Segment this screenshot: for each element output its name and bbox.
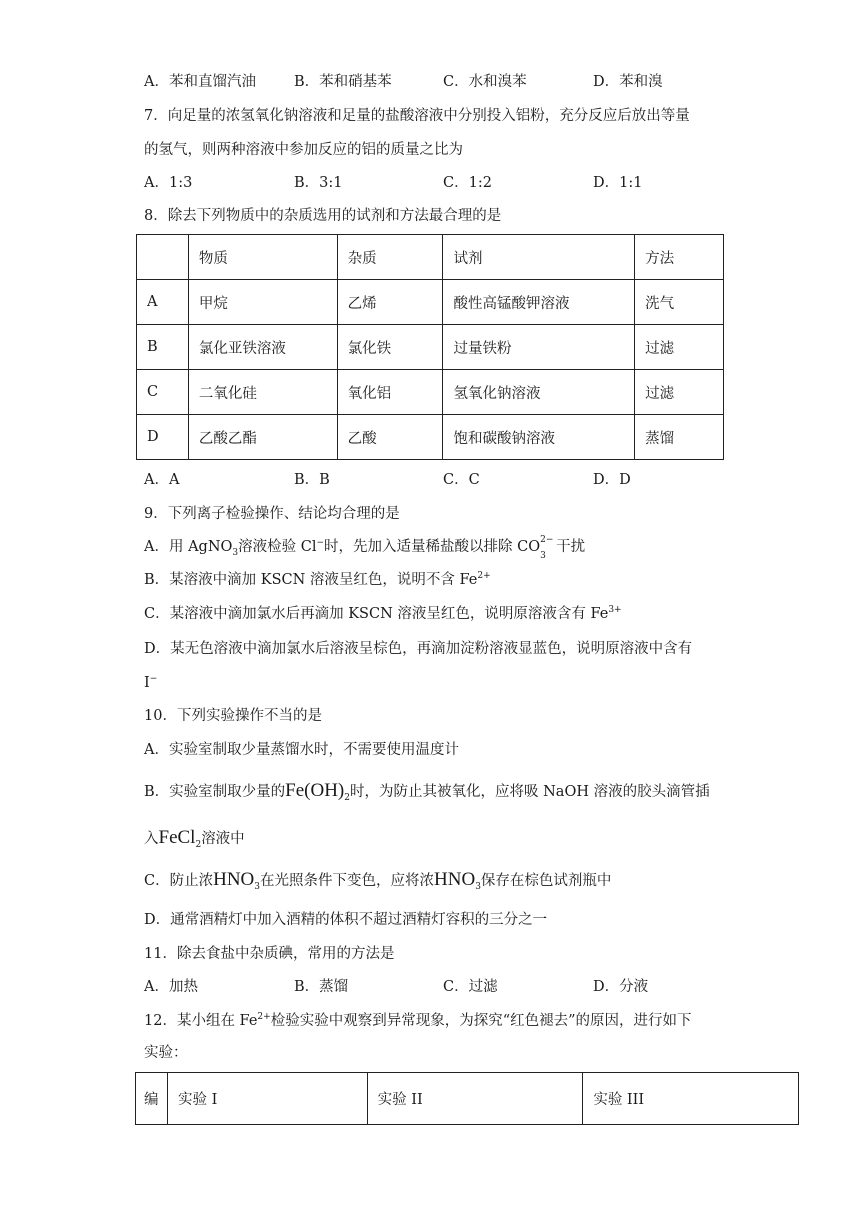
q8-option-b: B．B	[294, 472, 330, 488]
table-header-cell: 实验 III	[583, 1073, 799, 1125]
table-header-cell: 实验 I	[167, 1073, 367, 1125]
q6-option-b: B．苯和硝基苯	[294, 74, 392, 90]
q8-option-c: C．C	[443, 472, 480, 488]
q10-b-text-3: 入	[144, 831, 159, 847]
q7-option-c: C．1:2	[443, 175, 492, 191]
q12-stem-line1	[144, 1011, 692, 1031]
table-cell: 氢氧化钠溶液	[443, 370, 635, 415]
table-cell: A	[137, 280, 189, 325]
q9-a-text-4: 干扰	[556, 539, 586, 555]
table-cell: 酸性高锰酸钾溶液	[443, 280, 635, 325]
q7-stem-line1: 7．向足量的浓氢氧化钠溶液和足量的盐酸溶液中分别投入铝粉，充分反应后放出等量	[144, 108, 690, 124]
table-header-row	[136, 1073, 799, 1125]
q9-option-d-line1: D．某无色溶液中滴加氯水后溶液呈棕色，再滴加淀粉溶液显蓝色，说明原溶液中含有	[144, 641, 693, 657]
q10-option-b-line1	[144, 781, 710, 802]
table-cell: 氯化铁	[337, 325, 443, 370]
table-header-cell: 试剂	[443, 235, 635, 280]
q8-stem: 8．除去下列物质中的杂质选用的试剂和方法最合理的是	[144, 208, 502, 224]
q12-stem-line2: 实验：	[144, 1045, 188, 1061]
q9-a-sup-1: −	[316, 538, 325, 549]
q9-option-d-line2	[144, 673, 157, 693]
table-cell: 过滤	[635, 370, 724, 415]
q9-a-text-1: A．用 AgNO	[144, 539, 233, 555]
q9-option-a	[144, 535, 586, 561]
table-cell: 氯化亚铁溶液	[188, 325, 337, 370]
q10-b-text-2: 时，为防止其被氧化，应将吸 NaOH 溶液的胶头滴管插	[350, 784, 710, 800]
q10-c-formula-1: HNO	[213, 869, 255, 890]
table-header-cell: 方法	[635, 235, 724, 280]
q10-option-c	[144, 870, 611, 891]
q11-option-b: B．蒸馏	[294, 979, 349, 995]
table-cell: D	[137, 415, 189, 460]
table-cell: 过量铁粉	[443, 325, 635, 370]
q9-d-ion: I	[144, 675, 150, 691]
q10-c-text-3: 保存在棕色试剂瓶中	[480, 873, 612, 889]
q10-b-text-4: 溶液中	[201, 831, 245, 847]
q10-b-formula-1: Fe(OH)	[285, 780, 345, 801]
table-header-cell: 实验 II	[367, 1073, 583, 1125]
table-header-cell: 编	[136, 1073, 168, 1125]
q9-a-sub-2: 3	[540, 551, 546, 561]
q10-b-formula-1-sub: 2	[344, 792, 350, 803]
q10-option-d: D．通常酒精灯中加入酒精的体积不超过酒精灯容积的三分之一	[144, 912, 548, 928]
q9-b-text: B．某溶液中滴加 KSCN 溶液呈红色，说明不含 Fe	[144, 572, 478, 588]
q9-option-b	[144, 570, 491, 590]
table-cell: 饱和碳酸钠溶液	[443, 415, 635, 460]
q10-c-formula-2-sub: 3	[475, 881, 481, 892]
q12-sup: 2+	[257, 1012, 271, 1023]
q9-b-sup: 2+	[477, 571, 491, 582]
table-cell: 甲烷	[188, 280, 337, 325]
q10-b-formula-2-sub: 2	[195, 839, 202, 850]
q9-c-text: C．某溶液中滴加氯水后再滴加 KSCN 溶液呈红色，说明原溶液含有 Fe	[144, 606, 609, 622]
q8-option-a: A．A	[144, 472, 180, 488]
table-cell: 乙酸乙酯	[188, 415, 337, 460]
table-cell: 二氧化硅	[188, 370, 337, 415]
q8-option-d: D．D	[593, 472, 631, 488]
q10-option-b-line2	[144, 828, 245, 849]
q12-text-1: 12．某小组在 Fe	[144, 1013, 258, 1029]
table-cell: 蒸馏	[635, 415, 724, 460]
q10-c-text-1: C．防止浓	[144, 873, 214, 889]
q7-stem-line2: 的氢气，则两种溶液中参加反应的铝的质量之比为	[144, 142, 463, 158]
q9-d-sup: −	[149, 674, 158, 685]
q10-c-formula-1-sub: 3	[254, 881, 261, 892]
table-cell: 过滤	[635, 325, 724, 370]
table-cell: B	[137, 325, 189, 370]
table-cell: 乙烯	[337, 280, 443, 325]
table-row	[137, 280, 724, 325]
q10-c-text-2: 在光照条件下变色，应将浓	[260, 873, 435, 889]
table-row	[137, 370, 724, 415]
q10-b-text-1: B．实验室制取少量的	[144, 784, 286, 800]
table-row	[137, 325, 724, 370]
q9-a-charge-stack	[540, 535, 556, 561]
table-cell: 乙酸	[337, 415, 443, 460]
q9-a-sub-1: 3	[232, 547, 239, 558]
q9-c-sup: 3+	[608, 605, 622, 616]
q10-option-a: A．实验室制取少量蒸馏水时，不需要使用温度计	[144, 742, 459, 758]
q12-text-2: 检验实验中观察到异常现象，为探究“红色褪去”的原因，进行如下	[270, 1013, 692, 1029]
q7-option-d: D．1:1	[593, 175, 643, 191]
q6-option-c: C．水和溴苯	[443, 74, 527, 90]
table-row	[137, 415, 724, 460]
table-cell: C	[137, 370, 189, 415]
table-cell: 氧化铝	[337, 370, 443, 415]
table-cell: 洗气	[635, 280, 724, 325]
q12-table	[135, 1072, 799, 1125]
q9-stem: 9．下列离子检验操作、结论均合理的是	[144, 506, 400, 522]
q6-option-d: D．苯和溴	[593, 74, 663, 90]
q9-a-sup-2: 2−	[540, 535, 554, 545]
q9-option-c	[144, 604, 622, 624]
q10-stem: 10．下列实验操作不当的是	[144, 708, 322, 724]
q10-c-formula-2: HNO	[434, 869, 476, 890]
q10-b-formula-2: FeCl	[158, 827, 196, 848]
q9-a-text-2: 溶液检验 Cl	[238, 539, 317, 555]
table-header-cell	[137, 235, 189, 280]
q11-option-c: C．过滤	[443, 979, 498, 995]
q7-option-b: B．3:1	[294, 175, 343, 191]
q11-option-d: D．分液	[593, 979, 649, 995]
table-header-cell: 物质	[188, 235, 337, 280]
q6-option-a: A．苯和直馏汽油	[144, 74, 256, 90]
table-header-row	[137, 235, 724, 280]
q8-table	[136, 234, 724, 460]
q11-stem: 11．除去食盐中杂质碘，常用的方法是	[144, 946, 395, 962]
table-header-cell: 杂质	[337, 235, 443, 280]
q9-a-text-3: 时，先加入适量稀盐酸以排除 CO	[324, 539, 541, 555]
q11-option-a: A．加热	[144, 979, 198, 995]
q7-option-a: A．1:3	[144, 175, 193, 191]
